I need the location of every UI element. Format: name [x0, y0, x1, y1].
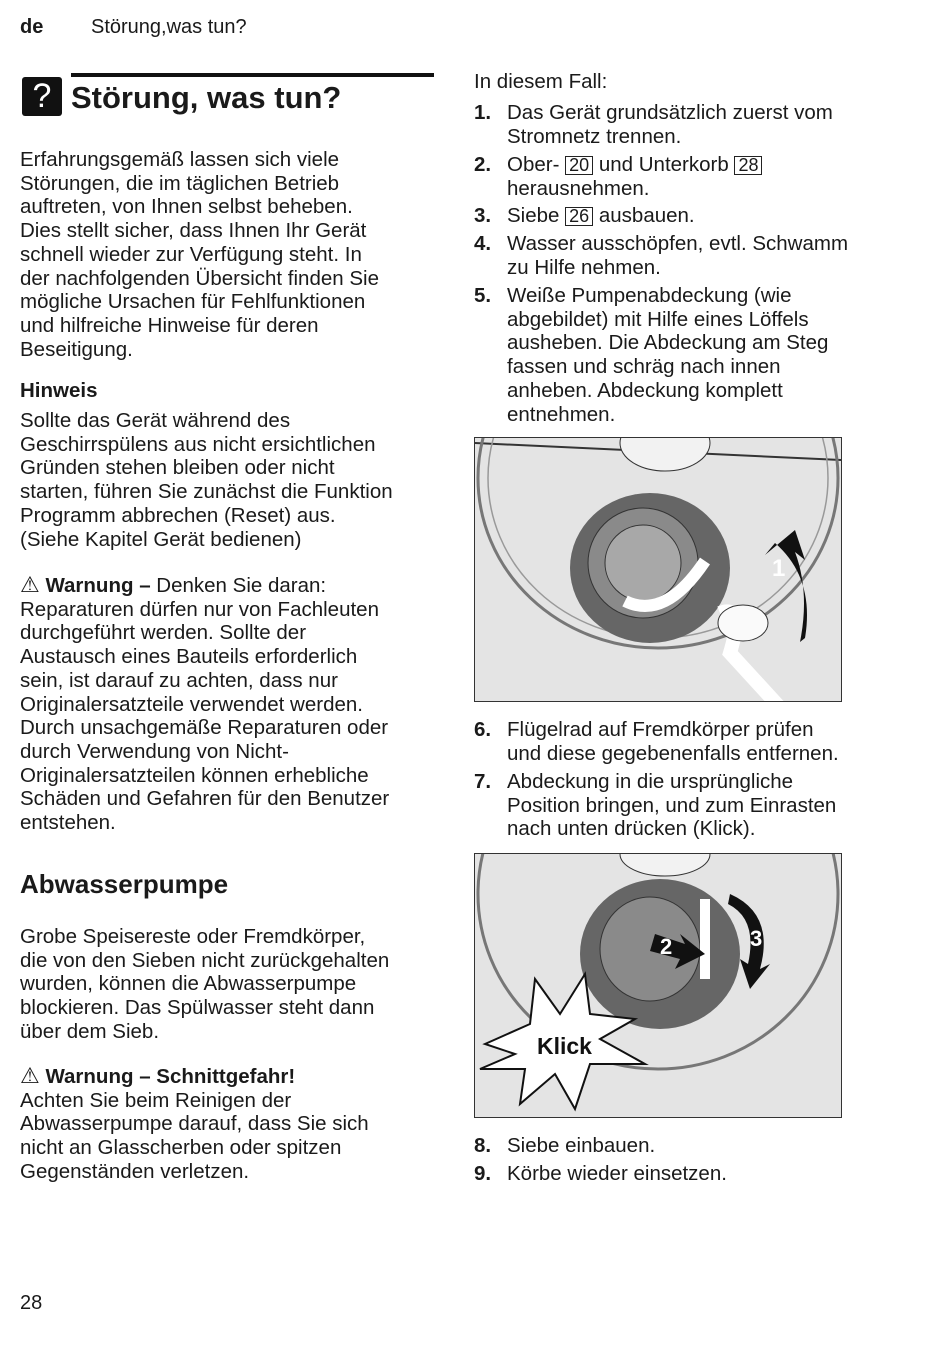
step-text: Weiße Pumpenabdeckung (wie abgebildet) mit Hilfe eines Löffels ausheben. Die Abdeckung am Steg fassen und schräg nach innen anheben. Abdeckung komplett entnehmen.: [507, 284, 829, 426]
intro-paragraph: Erfahrungsgemäß lassen sich viele Störungen, die im täglichen Betrieb auftreten, von Ihnen selbst beheben. Dies stellt sicher, dass Ihnen Ihr Gerät schnell wieder zur Verfügung steht. In der nachfolgenden Übersicht finden Sie mögliche Ursachen für Fehlfunktionen und hilfreiche Hinweise für deren Beseitigung.: [20, 148, 379, 361]
steps-intro: In diesem Fall:: [474, 70, 608, 93]
section-heading-pump: Abwasserpumpe: [20, 869, 229, 899]
pump-cover-removal-illustration: [474, 437, 842, 702]
step-number: 9.: [474, 1162, 492, 1185]
warning-icon: ⚠: [20, 1063, 40, 1088]
cut-warning-label: Warnung – Schnittgefahr!: [45, 1065, 296, 1088]
note-text: Sollte das Gerät während des Geschirrspülens aus nicht ersichtlichen Gründen stehen bleiben oder nicht starten, führen Sie zunächst die Funktion Programm abbrechen (Reset) aus. (Siehe Kapitel Gerät bedienen): [20, 409, 393, 551]
step-text: Körbe wieder einsetzen.: [507, 1162, 727, 1185]
step-text: Wasser ausschöpfen, evtl. Schwamm zu Hilfe nehmen.: [507, 232, 849, 279]
note-heading: Hinweis: [20, 379, 98, 402]
step-text: Abdeckung in die ursprüngliche Position bringen, und zum Einrasten nach unten drücken (Klick).: [507, 770, 837, 841]
pump-text: Grobe Speisereste oder Fremdkörper, die von den Sieben nicht zurückgehalten wurden, können die Abwasserpumpe blockieren. Das Spülwasser steht dann über dem Sieb.: [20, 925, 390, 1043]
step-number: 3.: [474, 204, 492, 227]
arrow-label-3: 3: [750, 926, 763, 951]
warning-label: Warnung –: [45, 574, 151, 597]
step-number: 8.: [474, 1134, 492, 1157]
warning-first-line: Denken Sie daran:: [150, 574, 327, 597]
cut-warning-block: [20, 1064, 440, 1184]
step-number: 7.: [474, 770, 492, 793]
part-ref: 28: [734, 156, 762, 175]
step-text: Siebe einbauen.: [507, 1134, 656, 1157]
step-number: 2.: [474, 153, 492, 176]
cut-warning-text: Achten Sie beim Reinigen der Abwasserpumpe darauf, dass Sie sich nicht an Glasscherben oder spitzen Gegenständen verletzen.: [20, 1088, 369, 1183]
step-number: 6.: [474, 718, 492, 741]
page-title: Störung, was tun?: [71, 80, 342, 115]
step-number: 4.: [474, 232, 492, 255]
warning-block: [20, 573, 440, 835]
klick-label: Klick: [537, 1033, 592, 1059]
running-header: Störung,was tun?: [91, 16, 247, 38]
part-ref: 20: [565, 156, 593, 175]
step-text: Flügelrad auf Fremdkörper prüfen und diese gegebenenfalls entfernen.: [507, 718, 839, 765]
pump-cover-install-illustration: [474, 853, 842, 1118]
question-icon: ?: [22, 77, 62, 116]
title-rule: [71, 73, 434, 77]
arrow-label-2: 2: [660, 934, 673, 959]
step-number: 5.: [474, 284, 492, 307]
warning-icon: ⚠: [20, 572, 40, 597]
step-text: Siebe 26 ausbauen.: [507, 204, 695, 227]
step-text: Ober- 20 und Unterkorb 28 herausnehmen.: [507, 153, 927, 200]
part-ref: 26: [565, 207, 593, 226]
language-code: de: [20, 16, 44, 38]
warning-text: Reparaturen dürfen nur von Fachleuten durchgeführt werden. Sollte der Austausch eines Bauteils erforderlich sein, ist darauf zu achten, dass nur Originalersatzteile verwendet werden. Durch unsachgemäße Reparaturen oder durch Verwendung von Nicht- Originalersatzteilen können erhebliche Schäden und Gefahren für den Benutzer entstehen.: [20, 597, 390, 835]
step-text: Das Gerät grundsätzlich zuerst vom Stromnetz trennen.: [507, 101, 833, 148]
arrow-label: 1: [772, 555, 786, 582]
step-number: 1.: [474, 101, 492, 124]
page-number: 28: [20, 1292, 43, 1314]
